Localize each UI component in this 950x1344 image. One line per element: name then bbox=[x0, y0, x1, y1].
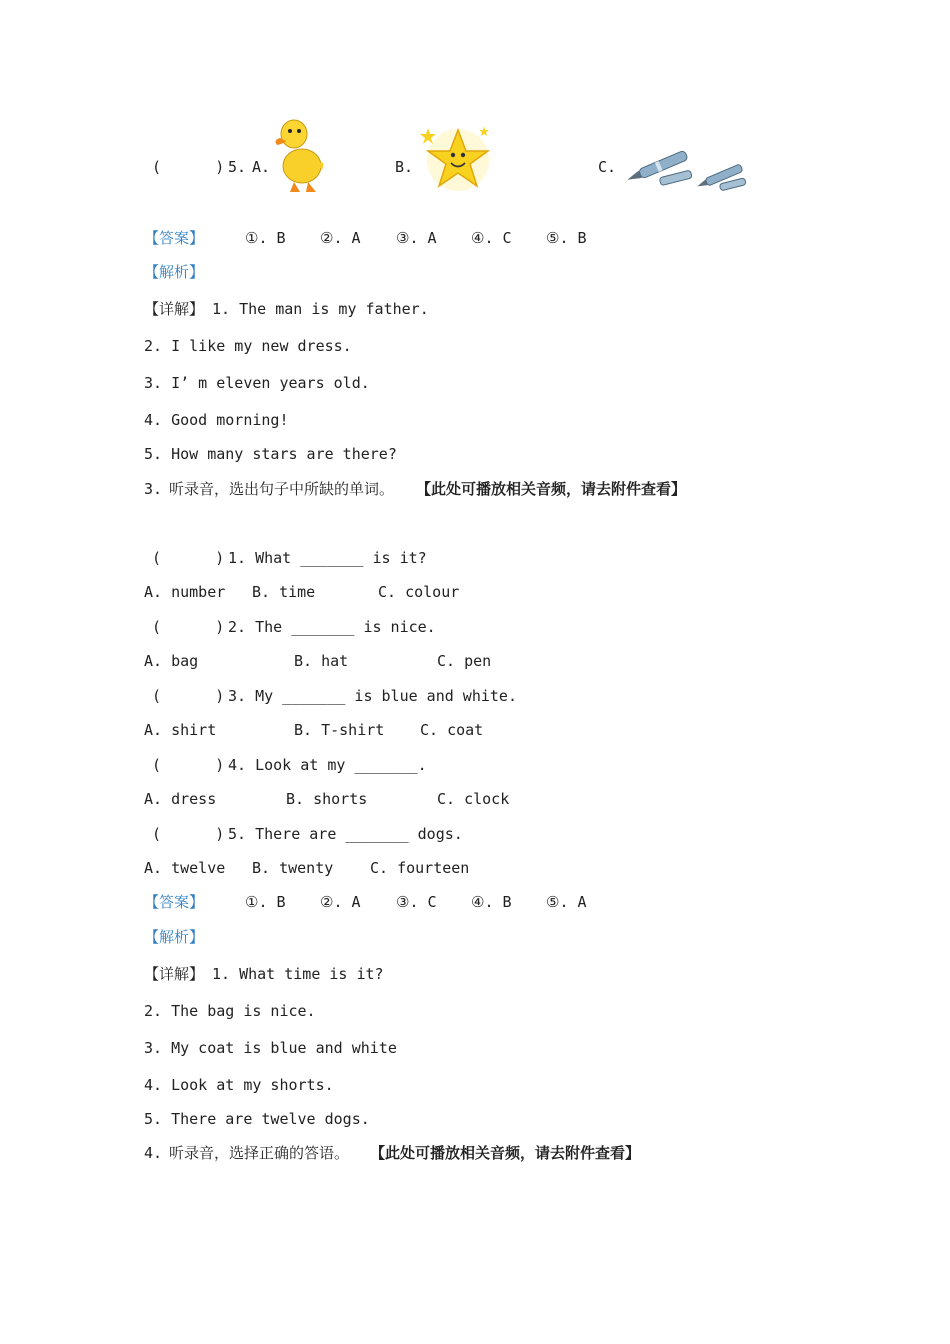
answer-1: ①. B bbox=[245, 229, 286, 247]
option-c: C. clock bbox=[437, 790, 510, 808]
section-heading: 听录音，选出句子中所缺的单词。 bbox=[169, 480, 395, 498]
detail-line: 2. I like my new dress. bbox=[144, 337, 352, 355]
answer-paren: ( ) bbox=[152, 549, 225, 567]
detail-line: 3. I’ m eleven years old. bbox=[144, 374, 370, 392]
option-a: A. bag bbox=[144, 652, 199, 670]
answer-4: ④. B bbox=[471, 893, 512, 911]
answer-paren: ( ) bbox=[152, 158, 225, 176]
detail-line: 4. Good morning! bbox=[144, 411, 289, 429]
answer-3: ③. C bbox=[396, 893, 437, 911]
answer-tag: 【答案】 bbox=[144, 229, 205, 247]
detail-tag: 【详解】 bbox=[144, 965, 205, 983]
section-number: 3. bbox=[144, 480, 163, 498]
section-heading: 听录音，选择正确的答语。 bbox=[169, 1144, 350, 1162]
option-a: A. number bbox=[144, 583, 226, 601]
option-a: A. shirt bbox=[144, 721, 217, 739]
answer-4: ④. C bbox=[471, 229, 512, 247]
answer-2: ②. A bbox=[320, 229, 361, 247]
question-stem: 2. The _______ is nice. bbox=[228, 618, 436, 636]
detail-line: 5. How many stars are there? bbox=[144, 445, 397, 463]
analysis-tag: 【解析】 bbox=[144, 263, 205, 281]
detail-line: 1. The man is my father. bbox=[212, 300, 429, 318]
option-b: B. T-shirt bbox=[294, 721, 385, 739]
audio-note: 【此处可播放相关音频，请去附件查看】 bbox=[416, 480, 687, 498]
question-stem: 3. My _______ is blue and white. bbox=[228, 687, 517, 705]
section-number: 4. bbox=[144, 1144, 163, 1162]
option-c: C. colour bbox=[378, 583, 460, 601]
answer-paren: ( ) bbox=[152, 618, 225, 636]
option-b: B. hat bbox=[294, 652, 349, 670]
analysis-tag: 【解析】 bbox=[144, 928, 205, 946]
detail-line: 2. The bag is nice. bbox=[144, 1002, 316, 1020]
answer-paren: ( ) bbox=[152, 825, 225, 843]
option-b: B. twenty bbox=[252, 859, 334, 877]
answer-5: ⑤. B bbox=[546, 229, 587, 247]
option-a: A. twelve bbox=[144, 859, 226, 877]
answer-5: ⑤. A bbox=[546, 893, 587, 911]
option-c-label: C. bbox=[598, 158, 617, 176]
answer-3: ③. A bbox=[396, 229, 437, 247]
option-c: C. coat bbox=[420, 721, 484, 739]
answer-paren: ( ) bbox=[152, 756, 225, 774]
answer-2: ②. A bbox=[320, 893, 361, 911]
detail-line: 3. My coat is blue and white bbox=[144, 1039, 397, 1057]
answer-1: ①. B bbox=[245, 893, 286, 911]
option-c: C. pen bbox=[437, 652, 492, 670]
answer-paren: ( ) bbox=[152, 687, 225, 705]
detail-line: 1. What time is it? bbox=[212, 965, 384, 983]
duck-image bbox=[272, 114, 328, 196]
detail-line: 4. Look at my shorts. bbox=[144, 1076, 334, 1094]
question-stem: 1. What _______ is it? bbox=[228, 549, 427, 567]
option-c: C. fourteen bbox=[370, 859, 470, 877]
question-stem: 4. Look at my _______. bbox=[228, 756, 427, 774]
detail-line: 5. There are twelve dogs. bbox=[144, 1110, 370, 1128]
option-b: B. shorts bbox=[286, 790, 368, 808]
option-b-label: B. bbox=[395, 158, 414, 176]
option-a: A. dress bbox=[144, 790, 217, 808]
question-number: 5. bbox=[228, 158, 247, 176]
option-a-label: A. bbox=[252, 158, 271, 176]
audio-note: 【此处可播放相关音频，请去附件查看】 bbox=[370, 1144, 641, 1162]
pens-image bbox=[622, 148, 750, 196]
detail-tag: 【详解】 bbox=[144, 300, 205, 318]
question-stem: 5. There are _______ dogs. bbox=[228, 825, 463, 843]
answer-tag: 【答案】 bbox=[144, 893, 205, 911]
star-image bbox=[418, 122, 492, 194]
option-b: B. time bbox=[252, 583, 316, 601]
